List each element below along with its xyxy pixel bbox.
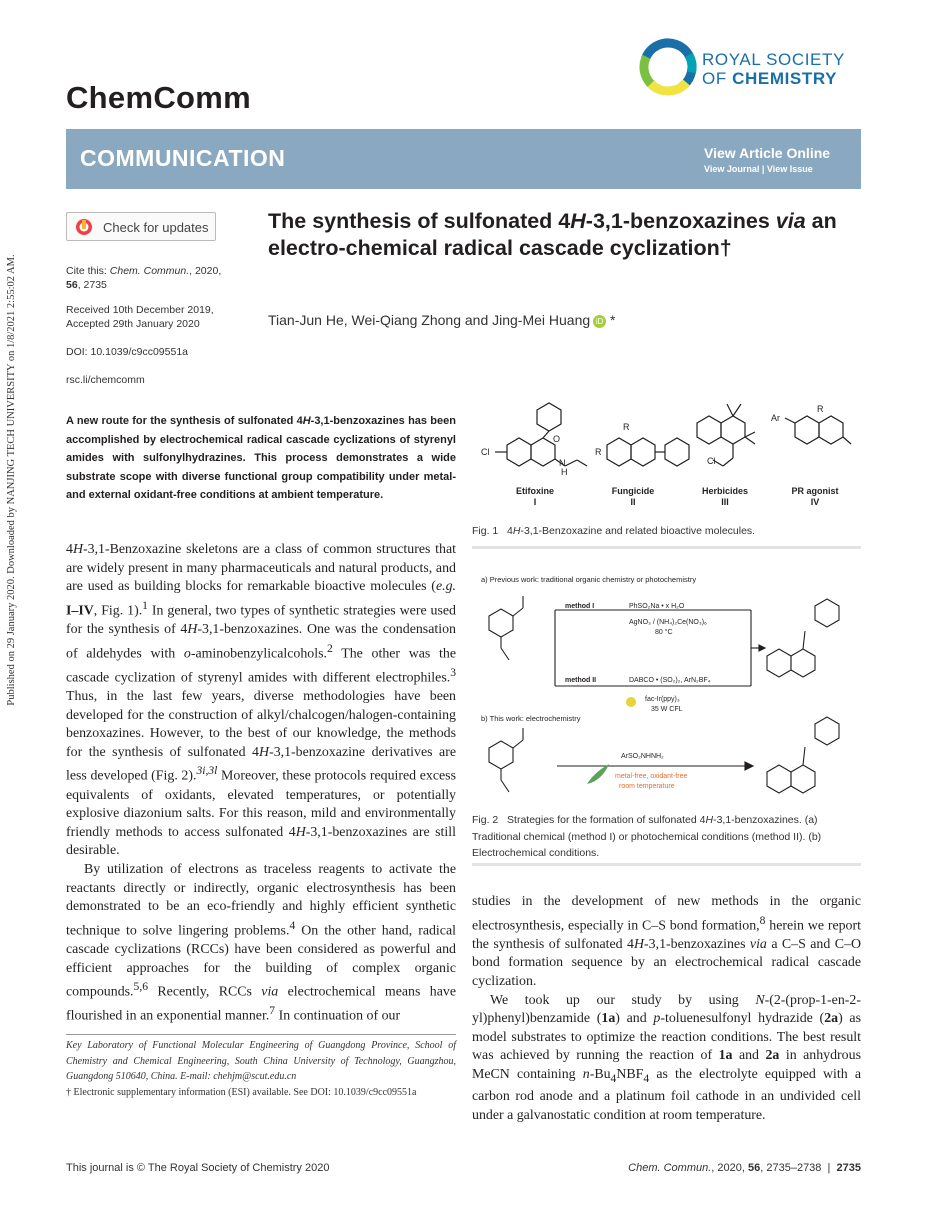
- footnotes: [66, 1038, 456, 1100]
- fig1-atom-label: Cl: [481, 447, 490, 457]
- fig1-label-pr-agonist: PR agonist: [791, 486, 839, 496]
- affiliation: Key Laboratory of Functional Molecular Engineering of Guangdong Province, School of Chemistry and Chemical Engineering, South China University of Technology, Guangzhou, Guangdong 510640, China. E-mail: chehjm@scut.edu.cn: [66, 1040, 456, 1082]
- publication-side-note: [6, 210, 20, 750]
- fig2-method1-reagent: PhSO₂Na • x H₂O: [629, 603, 685, 610]
- received-accepted-dates: Received 10th December 2019, Accepted 29th January 2020: [66, 304, 214, 330]
- fig2-condition-b: metal-free, oxidant-free: [615, 773, 688, 780]
- journal-name[interactable]: ChemComm: [66, 80, 251, 115]
- fig1-atom-label: R: [595, 447, 602, 457]
- figure-2-scheme: [479, 566, 860, 810]
- check-for-updates-label: Check for updates: [103, 220, 209, 235]
- view-issue-link[interactable]: View Issue: [766, 164, 813, 174]
- body-paragraph: 4H-3,1-Benzoxazine skeletons are a class of common structures that are widely present in many pharmaceuticals and natural products, and are used as building blocks for remarkable bioactive molecules (e.g. I–IV, Fig. 1).$^1$ In general, two types of synthetic strategies were used for the synthesis of 4H-3,1-benzoxazines. One was the condensation of aldehydes with o-aminobenzylicalcohols.$^2$ The other was the cascade cyclization of styrenyl amides with different electrophiles.$^3$ Thus, in the last few years, diverse methodologies have been developed for the construction of alkyl/chalcogen/halogen-containing benzoxazines. However, to the best of our knowledge, the methods for the synthesis of sulfonated 4H-3,1-benzoxazine derivatives are less developed (Fig. 2).$^{3i,3l}$ Moreover, these protocols required excess equivalents of oxidants, elevated temperatures, or potentially explosive diazonium salts. For this reason, mild and environmentally friendly methods to access sulfonated 4H-3,1-benzoxazines are still desirable.: [66, 542, 456, 859]
- fig1-label-etifoxine: Etifoxine: [515, 486, 555, 496]
- article-type-label: COMMUNICATION: [80, 145, 286, 171]
- fig2-reagent-b: ArSO₂NHNH₂: [621, 753, 664, 760]
- fig1-atom-label: N: [559, 458, 566, 468]
- fig1-atom-label: H: [561, 467, 568, 477]
- figure-1-caption: Fig. 1 4H-3,1-Benzoxazine and related bioactive molecules.: [472, 525, 756, 537]
- footer-copyright: This journal is © The Royal Society of Chemistry 2020: [66, 1162, 330, 1174]
- fig1-atom-label: R: [623, 422, 630, 432]
- fig1-numeral: I: [533, 497, 537, 507]
- body-column-2: [472, 893, 861, 1126]
- green-leaf-icon: [587, 764, 609, 784]
- view-journal-link[interactable]: View Journal: [704, 164, 760, 174]
- fig2-method1-label: method I: [565, 603, 595, 610]
- fig2-method2-label: method II: [565, 677, 597, 684]
- figure-2-caption: Fig. 2 Strategies for the formation of sulfonated 4H-3,1-benzoxazines. (a) Traditional chemical (method I) or photochemical conditions (method II). (b) Electrochemical conditions.: [472, 814, 822, 859]
- abstract: A new route for the synthesis of sulfonated 4H-3,1-benzoxazines has been accomplished by electrochemical radical cascade cyclizations of styrenyl amides with sulfonylhydrazines. This process demonstrates a wide substrate scope with diverse functional group compatibility under metal- and external oxidant-free conditions at ambient temperature.: [66, 415, 456, 502]
- check-for-updates-button[interactable]: [66, 212, 216, 241]
- doi[interactable]: DOI: 10.1039/c9cc09551a: [66, 346, 189, 358]
- view-links: View Journal | View Issue: [704, 164, 813, 174]
- fig1-atom-label: Ar: [771, 413, 780, 423]
- light-bulb-icon: [626, 697, 636, 707]
- fig2-method2-condition: 35 W CFL: [651, 706, 683, 713]
- body-paragraph: We took up our study by using N-(2-(prop-1-en-2-yl)phenyl)benzamide (1a) and p-toluenesulfonyl hydrazide (2a) as model substrates to optimize the reaction conditions. The best result was achieved by running the reaction of 1a and 2a in anhydrous MeCN containing $n-Bu_4NBF_4$ as the electrolyte equipped with a carbon rod anode and a platinum foil cathode in an undivided cell under a galvanostatic condition at room temperature.: [472, 992, 861, 1123]
- figure-1-structures: [475, 392, 860, 512]
- fig2-method1-condition: AgNO₃ / (NH₄)₂Ce(NO₃)₆: [629, 619, 707, 626]
- fig2-condition-b: room temperature: [619, 783, 675, 790]
- cite-this: Cite this: Chem. Commun., 2020, 56, 2735: [66, 265, 222, 291]
- orcid-icon[interactable]: iD: [593, 315, 606, 328]
- fig1-label-fungicide: Fungicide: [611, 486, 655, 496]
- fig2-section-b-label: b) This work: electrochemistry: [481, 714, 581, 723]
- journal-link[interactable]: rsc.li/chemcomm: [66, 374, 145, 386]
- body-column-1: [66, 541, 456, 1027]
- page-number: 2735: [836, 1162, 861, 1174]
- fig2-method1-condition: 80 °C: [655, 629, 673, 636]
- fig1-numeral: III: [721, 497, 729, 507]
- view-article-online-link[interactable]: View Article Online: [704, 145, 831, 161]
- fig1-atom-label: O: [553, 434, 561, 444]
- fig2-section-a-label: a) Previous work: traditional organic chemistry or photochemistry: [481, 575, 697, 584]
- fig1-numeral: IV: [810, 497, 820, 507]
- fig1-atom-label: Cl: [707, 456, 716, 466]
- fig2-method2-reagent: DABCO • (SO₂)₂, ArN₂BF₄: [629, 677, 711, 684]
- esi-note: † Electronic supplementary information (ESI) available. See DOI: 10.1039/c9cc09551a: [66, 1086, 417, 1098]
- body-paragraph: By utilization of electrons as traceless reagents to activate the reactants directly or indirectly, organic electrosynthesis has been demonstrated to be an eco-friendly and highly efficient synthetic technique to solve lingering problems.$^4$ On the other hand, radical cascade cyclizations (RCCs) have been considered as powerful and efficient approaches for the building of complex organic compounds.$^{5,6}$ Recently, RCCs via electrochemical means have flourished in an exponential manner.$^7$ In continuation of our: [66, 862, 457, 1025]
- fig1-label-herbicides: Herbicides: [701, 486, 749, 496]
- crossmark-icon: [73, 218, 95, 236]
- article-title: The synthesis of sulfonated 4H-3,1-benzoxazines via an electro-chemical radical cascade cyclization†: [268, 209, 837, 260]
- rsc-name-line2: OF CHEMISTRY: [702, 69, 838, 88]
- footnote-divider: [66, 1034, 456, 1035]
- fig1-numeral: II: [630, 497, 636, 507]
- fig2-method2-condition: fac-Ir(ppy)₃: [645, 696, 680, 703]
- figure-divider: [472, 546, 861, 549]
- authors: Tian-Jun He, Wei-Qiang Zhong and Jing-Mei Huang iD *: [268, 312, 616, 328]
- fig1-atom-label: R: [817, 404, 824, 414]
- rsc-name-line1: ROYAL SOCIETY: [702, 50, 845, 69]
- side-note-text: Published on 29 January 2020. Downloaded by NANJING TECH UNIVERSITY on 1/8/2021 2:55:02 AM.: [6, 254, 17, 706]
- footer-citation: Chem. Commun., 2020, 56, 2735–2738 | 2735: [628, 1162, 861, 1174]
- body-paragraph: studies in the development of new methods in the organic electrosynthesis, especially in C–S bond formation,$^8$ herein we report the synthesis of sulfonated 4H-3,1-benzoxazines via a C–S and C–O bond formation sequence by an electrochemical radical cascade cyclization.: [472, 894, 861, 989]
- figure-divider: [472, 863, 861, 866]
